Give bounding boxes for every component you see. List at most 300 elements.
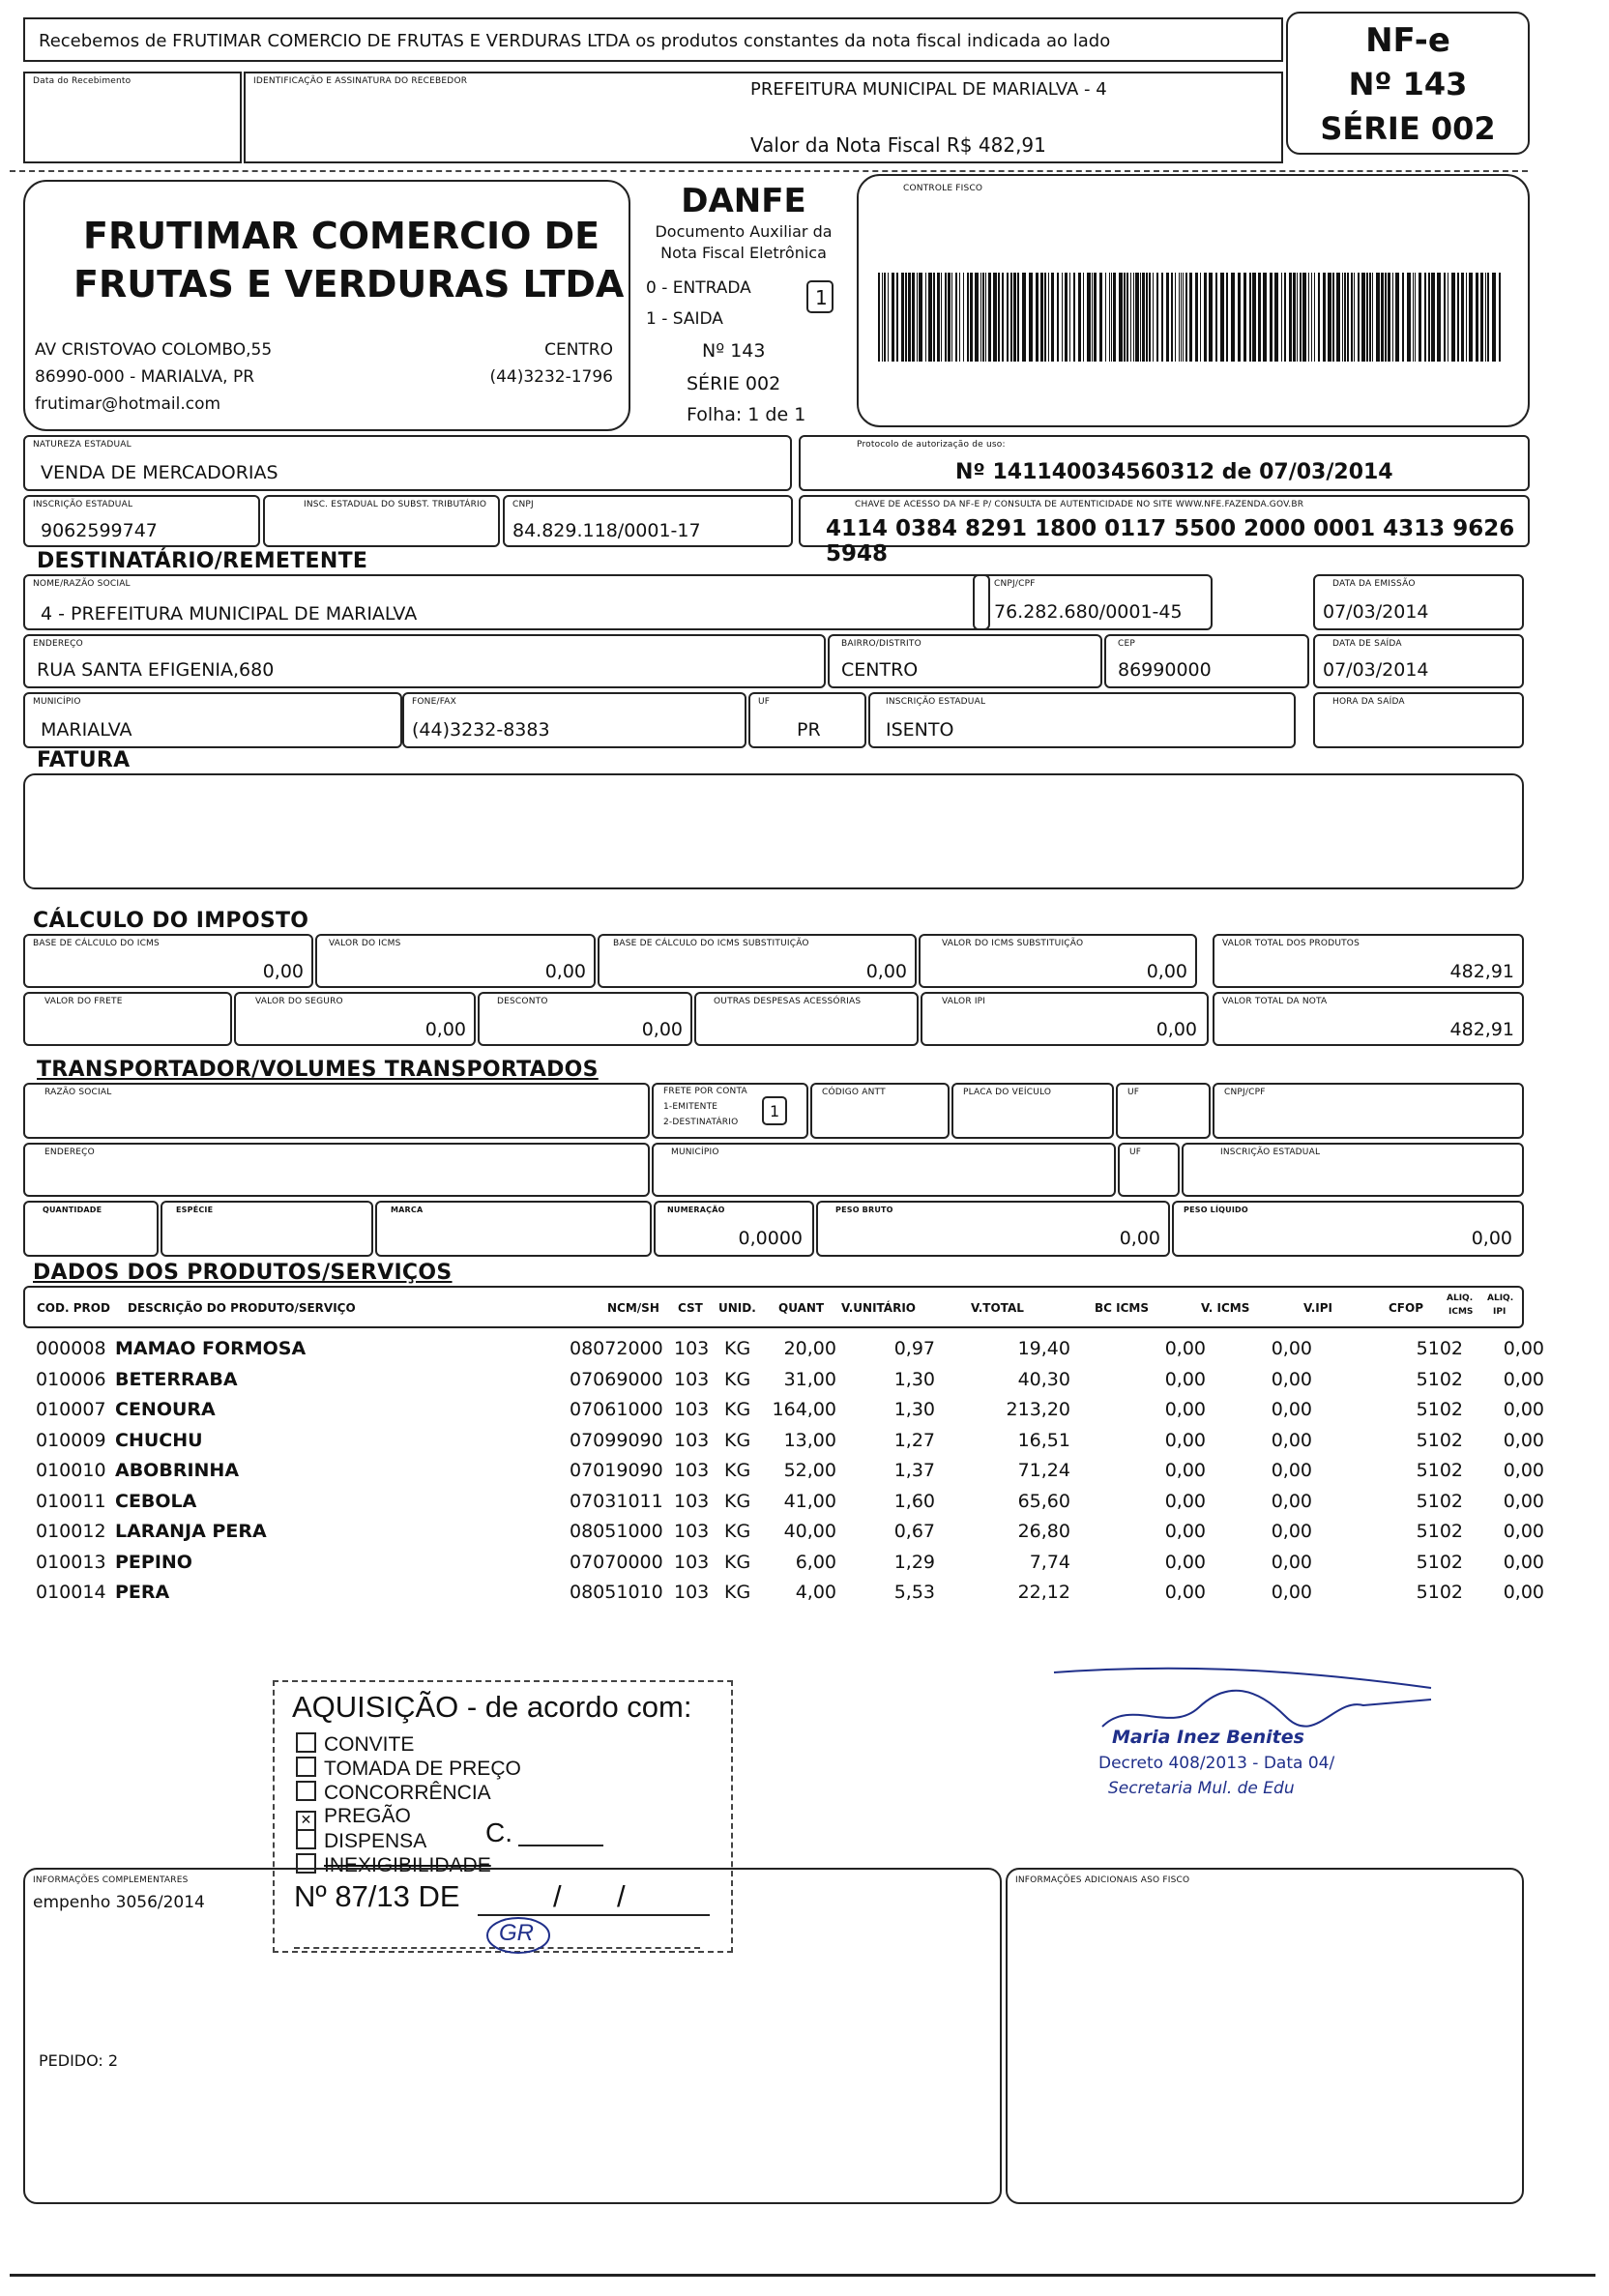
base-icms-box [23,934,313,988]
transp-qtd-box [23,1201,159,1257]
barcode-bar [1179,273,1180,362]
barcode-bar [933,273,935,362]
table-row [36,1521,1544,1551]
valor-icms-box [315,934,596,988]
ie-label: INSCRIÇÃO ESTADUAL [33,500,133,509]
cell-cod: 010006 [36,1368,106,1390]
cell-ncm: 07019090 [570,1460,663,1481]
cell-unit: 1,30 [893,1368,935,1390]
barcode-bar [1311,273,1312,362]
barcode-bar [1424,273,1426,362]
dest-municipio-label: MUNICÍPIO [33,697,81,707]
signature-name: Maria Inez Benites [1112,1727,1304,1748]
barcode-bar [1344,273,1346,362]
cell-unit: 1,30 [893,1399,935,1420]
barcode-bar [1130,273,1131,362]
cell-aliq: 0,00 [1503,1338,1544,1359]
col-aliq-ipi-2: IPI [1493,1307,1507,1317]
cell-unid: KG [724,1429,751,1451]
barcode-bar [1149,273,1151,362]
ie-box [23,495,260,547]
barcode-bar [925,273,926,362]
transp-numeracao-box [654,1201,814,1257]
barcode-bar [1342,273,1343,362]
cell-aliq: 0,00 [1503,1551,1544,1573]
cell-cst: 103 [674,1521,710,1542]
chave-value: 4114 0384 8291 1800 0117 5500 2000 0001 4313 9626 5948 [826,516,1515,567]
cell-bc: 0,00 [1164,1399,1206,1420]
cell-total: 213,20 [1006,1399,1070,1420]
cell-aliq: 0,00 [1503,1582,1544,1603]
col-ncm: NCM/SH [607,1301,659,1315]
receipt-text: Recebemos de FRUTIMAR COMERCIO DE FRUTAS E VERDURAS LTDA os produtos constantes da nota fiscal indicada ao lado [39,31,1111,51]
barcode-bar [980,273,981,362]
dest-fone-box [402,692,746,748]
emitente-address: AV CRISTOVAO COLOMBO,55 [35,340,273,360]
stamp-item [296,1805,411,1831]
cell-ncm: 07069000 [570,1368,663,1390]
barcode-bar [1466,273,1467,362]
barcode-bar [1065,273,1068,362]
barcode-bar [1461,273,1464,362]
barcode-bar [1258,273,1261,362]
barcode-bar [945,273,947,362]
danfe-tipo-box [806,280,834,313]
col-vipi: V.IPI [1303,1301,1333,1315]
dest-fone-label: FONE/FAX [412,697,456,707]
base-st-box [598,934,917,988]
fatura-box [23,773,1524,889]
produtos-header [23,1286,1524,1328]
barcode-bar [1366,273,1368,362]
barcode-bar [1249,273,1251,362]
barcode-bar [1146,273,1148,362]
barcode-bar [988,273,991,362]
transp-liquido-box [1172,1201,1524,1257]
dest-nome: 4 - PREFEITURA MUNICIPAL DE MARIALVA [41,603,418,625]
barcode-bar [1413,273,1414,362]
dest-saida: 07/03/2014 [1323,659,1429,681]
stamp-item-label: INEXIGIBILIDADE [324,1854,491,1876]
cell-total: 19,40 [1017,1338,1070,1359]
stamp-c-label: C. [485,1817,512,1847]
barcode-bar [912,273,915,362]
signature-cargo: Secretaria Mul. de Edu [1108,1779,1295,1798]
fatura-section-title: FATURA [37,748,131,772]
cell-total: 26,80 [1017,1521,1070,1542]
cell-cfop: 5102 [1416,1368,1463,1390]
cell-bc: 0,00 [1164,1490,1206,1512]
cnpj-emitente-label: CNPJ [512,500,534,509]
dest-municipio: MARIALVA [41,719,132,741]
transp-frete-value: 1 [770,1102,780,1120]
barcode-bar [1332,273,1334,362]
cell-unid: KG [724,1399,751,1420]
dest-cep-box [1104,634,1309,688]
stamp-item-label: CONVITE [324,1733,415,1756]
cell-unid: KG [724,1338,751,1359]
cell-unit: 1,60 [893,1490,935,1512]
cell-cod: 010009 [36,1429,106,1451]
barcode-bar [901,273,904,362]
cell-desc: MAMAO FORMOSA [115,1338,307,1359]
dest-ie: ISENTO [886,719,954,741]
cell-cod: 010012 [36,1521,106,1542]
cell-bc: 0,00 [1164,1551,1206,1573]
barcode-bar [1220,273,1224,362]
barcode-bar [1057,273,1059,362]
transp-numeracao: 0,0000 [738,1228,803,1249]
cell-total: 40,30 [1017,1368,1070,1390]
transp-uf2-label: UF [1129,1148,1142,1157]
barcode-bar [1029,273,1033,362]
barcode-bar [982,273,984,362]
barcode-bar [1354,273,1355,362]
dest-bairro-label: BAIRRO/DISTRITO [841,639,922,649]
transp-marca-label: MARCA [391,1206,424,1214]
dest-endereco-box [23,634,826,688]
dest-uf-label: UF [758,697,771,707]
barcode-bar [1119,273,1123,362]
barcode-bar [941,273,942,362]
dest-hora-box [1313,692,1524,748]
barcode-bar [1238,273,1241,362]
table-row [36,1369,1544,1399]
barcode-bar [1185,273,1187,362]
col-unit: V.UNITÁRIO [841,1301,916,1315]
transp-ie-label: INSCRIÇÃO ESTADUAL [1220,1148,1321,1157]
dest-emissao-label: DATA DA EMISSÃO [1332,579,1416,589]
stamp-item [296,1757,521,1781]
transp-municipio-box [652,1143,1116,1197]
nfe-title: NF-e [1365,21,1450,60]
base-icms-label: BASE DE CÁLCULO DO ICMS [33,939,160,948]
table-row [36,1338,1544,1368]
cell-cod: 010014 [36,1582,106,1603]
base-st: 0,00 [865,961,907,982]
barcode-bar [993,273,997,362]
barcode-bar [985,273,986,362]
danfe-folha: Folha: 1 de 1 [687,404,806,425]
controle-fisco-label: CONTROLE FISCO [903,184,983,193]
cell-total: 71,24 [1017,1460,1070,1481]
stamp-item-label: TOMADA DE PREÇO [324,1758,521,1780]
barcode-bar [1297,273,1298,362]
seguro-box [234,992,476,1046]
danfe-title: DANFE [681,182,806,220]
cell-aliq: 0,00 [1503,1429,1544,1451]
transp-ie-box [1182,1143,1524,1197]
dest-saida-box [1313,634,1524,688]
receipt-text-box [23,17,1283,62]
transp-frete-label-1: FRETE POR CONTA [663,1087,747,1096]
stamp-date-sep-1: / [553,1879,562,1913]
cell-desc: CENOURA [115,1399,216,1420]
barcode-bar [1069,273,1070,362]
danfe-entrada: 0 - ENTRADA [646,278,751,298]
transp-placa-label: PLACA DO VEÍCULO [963,1088,1052,1097]
transp-uf-label: UF [1127,1088,1140,1097]
barcode-bar [1485,273,1486,362]
total-nota-label: VALOR TOTAL DA NOTA [1222,997,1328,1006]
danfe-numero: Nº 143 [702,340,766,362]
chave-label: CHAVE DE ACESSO DA NF-E P/ CONSULTA DE AUTENTICIDADE NO SITE WWW.NFE.FAZENDA.GOV.BR [855,500,1304,509]
cell-vicms: 0,00 [1271,1399,1312,1420]
emitente-name-2: FRUTAS E VERDURAS LTDA [73,263,625,305]
dest-hora-label: HORA DA SAÍDA [1332,697,1405,707]
cell-cod: 010007 [36,1399,106,1420]
stamp-item [296,1732,414,1757]
barcode-bar [878,273,880,362]
dest-emissao: 07/03/2014 [1323,601,1429,623]
info-complementares-box [23,1868,1002,2204]
col-cfop: CFOP [1389,1301,1423,1315]
cell-ncm: 07031011 [570,1490,663,1512]
barcode-bar [951,273,952,362]
stamp-initials: GR [499,1920,534,1946]
nfe-serie: SÉRIE 002 [1320,110,1496,147]
barcode-bar [1419,273,1421,362]
barcode [878,273,1507,362]
transp-frete-label-2: 1-EMITENTE [663,1102,718,1112]
barcode-bar [1293,273,1296,362]
barcode-bar [1385,273,1387,362]
barcode-bar [1215,273,1217,362]
signature-decreto: Decreto 408/2013 - Data 04/ [1098,1754,1335,1773]
barcode-bar [1336,273,1340,362]
cell-cfop: 5102 [1416,1429,1463,1451]
frete-label: VALOR DO FRETE [44,997,123,1006]
barcode-bar [1358,273,1360,362]
cell-quant: 13,00 [783,1429,836,1451]
barcode-bar [1111,273,1112,362]
total-produtos-label: VALOR TOTAL DOS PRODUTOS [1222,939,1360,948]
info-complementares-label: INFORMAÇÕES COMPLEMENTARES [33,1875,189,1885]
dest-emissao-box [1313,574,1524,630]
barcode-bar [1302,273,1306,362]
barcode-bar [1036,273,1039,362]
barcode-bar [1457,273,1459,362]
cell-bc: 0,00 [1164,1521,1206,1542]
chave-box [799,495,1530,567]
total-nota-box [1213,992,1524,1046]
cell-cod: 010010 [36,1460,106,1481]
dest-cnpj-label: CNPJ/CPF [994,579,1036,589]
barcode-bar [948,273,951,362]
receipt-date-label: Data do Recebimento [33,76,132,86]
dest-cep: 86990000 [1118,659,1212,681]
cell-cod: 010011 [36,1490,106,1512]
pedido: PEDIDO: 2 [39,2051,119,2070]
barcode-bar [1175,273,1176,362]
barcode-bar [937,273,940,362]
emitente-phone: (44)3232-1796 [489,367,613,387]
transp-frete-value-box [762,1096,787,1125]
stamp-item [296,1781,491,1805]
dest-ie-box [868,692,1296,748]
cell-quant: 20,00 [783,1338,836,1359]
barcode-bar [1209,273,1213,362]
cell-cfop: 5102 [1416,1399,1463,1420]
desconto-label: DESCONTO [497,997,548,1006]
cell-cst: 103 [674,1490,710,1512]
barcode-bar [888,273,889,362]
barcode-bar [1318,273,1320,362]
barcode-bar [1183,273,1184,362]
table-row [36,1460,1544,1490]
valor-st-box [919,934,1197,988]
receipt-signature-label: IDENTIFICAÇÃO E ASSINATURA DO RECEBEDOR [253,76,468,86]
dest-municipio-box [23,692,402,748]
ie-st-label: INSC. ESTADUAL DO SUBST. TRIBUTÁRIO [304,500,487,509]
danfe-subtitle-2: Nota Fiscal Eletrônica [660,244,827,262]
base-st-label: BASE DE CÁLCULO DO ICMS SUBSTITUIÇÃO [613,939,809,948]
barcode-bar [1407,273,1411,362]
seguro-label: VALOR DO SEGURO [255,997,343,1006]
cell-total: 7,74 [1029,1551,1070,1573]
col-cst: CST [678,1301,703,1315]
barcode-bar [919,273,922,362]
cell-aliq: 0,00 [1503,1490,1544,1512]
info-fisco-label: INFORMAÇÕES ADICIONAIS ASO FISCO [1015,1875,1190,1885]
dest-cep-label: CEP [1118,639,1135,649]
total-produtos-box [1213,934,1524,988]
dest-bairro-box [828,634,1102,688]
barcode-bar [1376,273,1380,362]
barcode-bar [959,273,960,362]
transp-especie-box [161,1201,373,1257]
total-produtos: 482,91 [1449,961,1514,982]
controle-fisco-box [857,174,1530,427]
protocolo-label: Protocolo de autorização de uso: [857,440,1006,450]
barcode-bar [1153,273,1154,362]
cell-quant: 31,00 [783,1368,836,1390]
cell-unit: 1,27 [893,1429,935,1451]
protocolo-box [799,435,1530,491]
receipt-destinatario: PREFEITURA MUNICIPAL DE MARIALVA - 4 [750,79,1107,100]
cell-desc: ABOBRINHA [115,1460,240,1481]
cell-desc: PEPINO [115,1551,192,1573]
cell-aliq: 0,00 [1503,1399,1544,1420]
barcode-bar [1099,273,1102,362]
cell-bc: 0,00 [1164,1368,1206,1390]
col-total: V.TOTAL [971,1301,1024,1315]
barcode-bar [1270,273,1273,362]
ipi-box [921,992,1209,1046]
cell-quant: 41,00 [783,1490,836,1512]
barcode-bar [896,273,898,362]
barcode-bar [1017,273,1019,362]
cell-bc: 0,00 [1164,1338,1206,1359]
transp-liquido: 0,00 [1471,1228,1512,1249]
cell-vicms: 0,00 [1271,1368,1312,1390]
barcode-bar [1388,273,1390,362]
table-row [36,1430,1544,1460]
dest-endereco-label: ENDEREÇO [33,639,83,649]
cell-vicms: 0,00 [1271,1460,1312,1481]
barcode-bar [1156,273,1158,362]
cell-cst: 103 [674,1429,710,1451]
cell-cfop: 5102 [1416,1338,1463,1359]
barcode-bar [1300,273,1302,362]
barcode-bar [884,273,886,362]
barcode-bar [1140,273,1141,362]
stamp-c-line [518,1845,603,1846]
desconto: 0,00 [641,1019,683,1040]
destinatario-section-title: DESTINATÁRIO/REMETENTE [37,549,368,573]
barcode-bar [1428,273,1430,362]
barcode-bar [905,273,907,362]
col-desc: DESCRIÇÃO DO PRODUTO/SERVIÇO [128,1301,356,1315]
valor-icms: 0,00 [544,961,586,982]
barcode-bar [1204,273,1207,362]
barcode-bar [970,273,973,362]
barcode-bar [998,273,1000,362]
transp-especie-label: ESPÉCIE [176,1206,214,1214]
cell-cfop: 5102 [1416,1490,1463,1512]
cell-vicms: 0,00 [1271,1521,1312,1542]
cell-desc: BETERRABA [115,1368,238,1390]
stamp-title: AQUISIÇÃO - de acordo com: [292,1690,692,1724]
cell-cfop: 5102 [1416,1521,1463,1542]
barcode-bar [1351,273,1353,362]
info-fisco-box [1006,1868,1524,2204]
dest-endereco: RUA SANTA EFIGENIA,680 [37,659,275,681]
barcode-bar [1392,273,1393,362]
valor-icms-label: VALOR DO ICMS [329,939,401,948]
cell-cst: 103 [674,1399,710,1420]
valor-st-label: VALOR DO ICMS SUBSTITUIÇÃO [942,939,1084,948]
cell-quant: 52,00 [783,1460,836,1481]
cell-desc: CHUCHU [115,1429,203,1451]
barcode-bar [1010,273,1012,362]
frete-box [23,992,232,1046]
cell-unit: 0,67 [893,1521,935,1542]
barcode-bar [1126,273,1128,362]
transp-uf2-box [1118,1143,1180,1197]
table-row [36,1491,1544,1521]
cell-cod: 010013 [36,1551,106,1573]
barcode-bar [917,273,918,362]
ipi-label: VALOR IPI [942,997,986,1006]
seguro: 0,00 [424,1019,466,1040]
stamp-item [296,1829,426,1853]
barcode-bar [1133,273,1134,362]
cell-vicms: 0,00 [1271,1582,1312,1603]
table-row [36,1552,1544,1582]
stamp-checkbox-icon [296,1781,316,1801]
cell-vicms: 0,00 [1271,1551,1312,1573]
barcode-bar [1195,273,1198,362]
cell-unid: KG [724,1460,751,1481]
danfe-block [634,180,853,431]
col-vicms: V. ICMS [1201,1301,1250,1315]
stamp-checkbox-icon: ✕ [296,1811,316,1831]
cell-unit: 1,29 [893,1551,935,1573]
outras-box [694,992,919,1046]
transp-bruto: 0,00 [1119,1228,1160,1249]
col-bc: BC ICMS [1095,1301,1149,1315]
col-quant: QUANT [778,1301,825,1315]
barcode-bar [1083,273,1084,362]
barcode-bar [882,273,883,362]
cell-ncm: 07061000 [570,1399,663,1420]
cell-quant: 164,00 [772,1399,836,1420]
barcode-bar [1013,273,1016,362]
barcode-bar [1200,273,1201,362]
barcode-bar [1395,273,1399,362]
cell-desc: LARANJA PERA [115,1521,267,1542]
